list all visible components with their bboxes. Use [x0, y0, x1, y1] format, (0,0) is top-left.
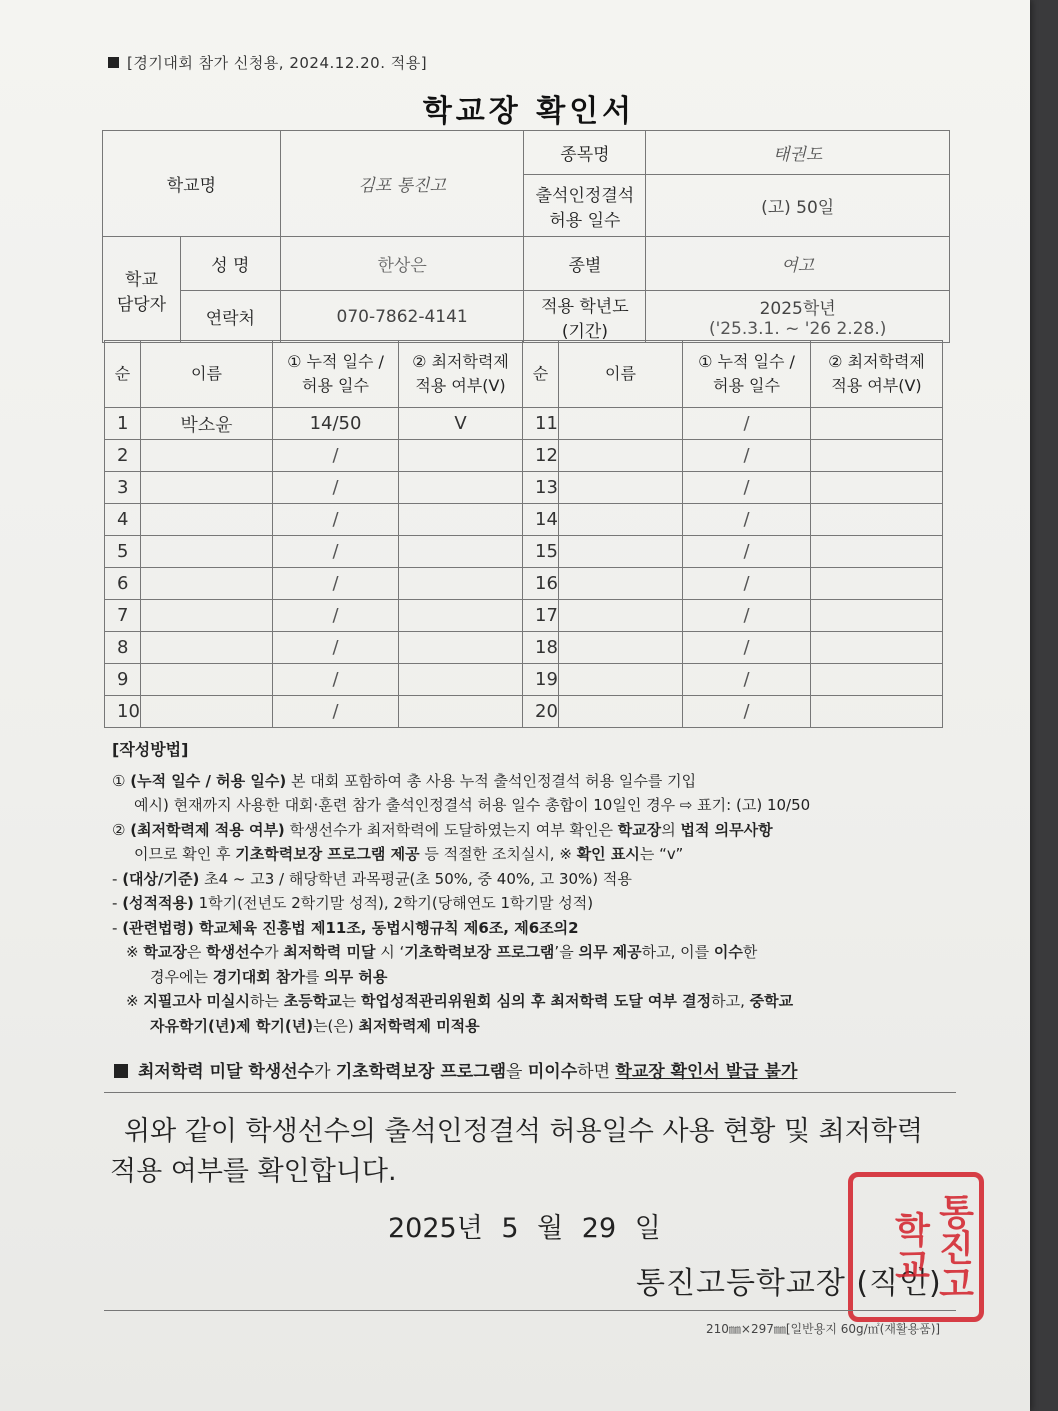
guide-line: ※ 학교장은 학생선수가 최저학력 미달 시 ‘기초학력보장 프로그램’을 의무 제공하고, 이를 이수한 — [126, 943, 758, 961]
table-row: 10 / 20 / — [105, 696, 943, 728]
col-header-no: 순 — [105, 341, 141, 408]
table-row: 8 / 18 / — [105, 632, 943, 664]
square-bullet-icon — [108, 57, 119, 68]
principal-signature: 통진고등학교장 (직인) — [636, 1266, 942, 1301]
table-row: 9 / 19 / — [105, 664, 943, 696]
guide-line: - (성적적용) 1학기(전년도 2학기말 성적), 2학기(당해연도 1학기말 성적) — [112, 894, 594, 912]
divider — [104, 1092, 956, 1093]
sport-label: 종목명 — [524, 131, 646, 175]
school-value: 김포 통진고 — [280, 131, 524, 237]
name-value: 한상은 — [280, 237, 524, 291]
absence-label: 출석인정결석 허용 일수 — [524, 175, 646, 237]
student-list-table — [104, 340, 943, 728]
writing-guide — [112, 738, 962, 1038]
table-row: 3 / 13 / — [105, 472, 943, 504]
confirmation-statement: 위와 같이 학생선수의 출석인정결석 허용일수 사용 현황 및 최저학력 적용 여부를 확인합니다. — [110, 1116, 923, 1187]
seal-text: 통진고학교 — [889, 1193, 974, 1301]
table-row: 4 / 14 / — [105, 504, 943, 536]
year-label: 적용 학년도 (기간) — [524, 291, 646, 343]
gender-value: 여고 — [646, 237, 950, 291]
contact-label: 연락처 — [180, 291, 280, 343]
paper-spec: 210㎜×297㎜[일반용지 60g/㎡(재활용품)] — [706, 1322, 941, 1336]
name-label: 성 명 — [180, 237, 280, 291]
table-row: 1 박소윤 14/50 V 11 / — [105, 408, 943, 440]
guide-line: ① (누적 일수 / 허용 일수) 본 대회 포함하여 총 사용 누적 출석인정결석 허용 일수를 기입 — [112, 771, 697, 790]
gender-label: 종별 — [524, 237, 646, 291]
year-value: 2025학년 ('25.3.1. ~ '26 2.28.) — [646, 291, 950, 343]
guide-line: 이므로 확인 후 기초학력보장 프로그램 제공 등 적절한 조치실시, ※ 확인 표시는 “v” — [134, 845, 684, 863]
contact-value: 070-7862-4141 — [280, 291, 524, 343]
guide-line: - (대상/기준) 초4 ~ 고3 / 해당학년 과목평균(초 50%, 중 40%, 고 30%) 적용 — [112, 869, 632, 888]
col-header-days: ① 누적 일수 / 허용 일수 — [683, 341, 811, 408]
issuance-warning: 최저학력 미달 학생선수가 기초학력보장 프로그램을 미이수하면 학교장 확인서 발급 불가 — [114, 1057, 797, 1082]
guide-line: 경우에는 경기대회 참가를 의무 허용 — [150, 967, 388, 986]
guide-line: ※ 지필고사 미실시하는 초등학교는 학업성적관리위원회 심의 후 최저학력 도달 여부 결정하고, 중학교 — [126, 992, 794, 1010]
header-note: [경기대회 참가 신청용, 2024.12.20. 적용] — [108, 52, 427, 73]
guide-line: 예시) 현재까지 사용한 대회·훈련 참가 출석인정결석 허용 일수 총합이 10일인 경우 ⇨ 표기: (고) 10/50 — [134, 796, 811, 814]
col-header-check: ② 최저학력제 적용 여부(V) — [399, 341, 523, 408]
col-header-name: 이름 — [141, 341, 273, 408]
guide-line: 자유학기(년)제 학기(년)는(은) 최저학력제 미적용 — [150, 1016, 480, 1035]
table-row: 5 / 15 / — [105, 536, 943, 568]
guide-line: - (관련법령) 학교체육 진흥법 제11조, 동법시행규칙 제6조, 제6조의2 — [112, 918, 579, 937]
manager-label: 학교 담당자 — [103, 237, 181, 343]
guide-line: ② (최저학력제 적용 여부) 학생선수가 최저학력에 도달하였는지 여부 확인은 학교장의 법적 의무사항 — [112, 820, 773, 839]
issue-date: 2025년 5 월 29 일 — [388, 1213, 661, 1244]
guide-title: [작성방법] — [112, 740, 189, 759]
col-header-days: ① 누적 일수 / 허용 일수 — [273, 341, 399, 408]
divider — [104, 1310, 956, 1311]
sport-value: 태권도 — [646, 131, 950, 175]
official-seal-stamp — [848, 1172, 984, 1322]
col-header-no: 순 — [523, 341, 559, 408]
table-row: 7 / 17 / — [105, 600, 943, 632]
col-header-check: ② 최저학력제 적용 여부(V) — [811, 341, 943, 408]
school-info-table — [102, 130, 950, 343]
page-title: 학교장 확인서 — [422, 94, 636, 129]
school-label: 학교명 — [103, 131, 281, 237]
warning-box-icon — [114, 1064, 128, 1078]
col-header-name: 이름 — [559, 341, 683, 408]
table-row: 6 / 16 / — [105, 568, 943, 600]
absence-value: (고) 50일 — [646, 175, 950, 237]
table-row: 2 / 12 / — [105, 440, 943, 472]
